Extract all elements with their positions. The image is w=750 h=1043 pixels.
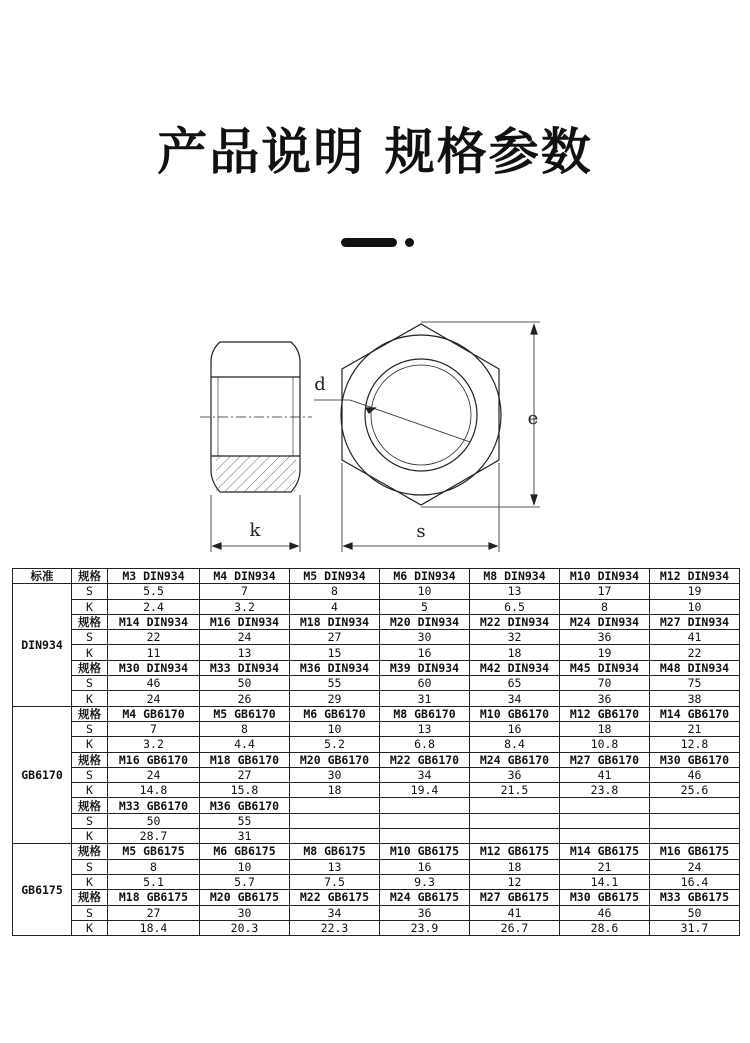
table-cell [380, 829, 470, 844]
table-cell: 19 [560, 645, 650, 660]
table-cell: 17 [560, 584, 650, 599]
table-cell: M5 GB6170 [200, 706, 290, 721]
table-cell: 16 [380, 859, 470, 874]
row-label-s: S [72, 767, 108, 782]
table-cell: M27 DIN934 [650, 614, 740, 629]
table-cell: 16.4 [650, 874, 740, 889]
table-cell: M14 GB6175 [560, 844, 650, 859]
table-cell: M12 GB6170 [560, 706, 650, 721]
label-s: s [416, 521, 426, 542]
table-cell: 55 [200, 813, 290, 828]
title-divider-dot [405, 238, 414, 247]
table-cell: M22 DIN934 [470, 614, 560, 629]
table-cell: M20 DIN934 [380, 614, 470, 629]
table-cell [290, 798, 380, 813]
table-cell: 23.9 [380, 920, 470, 935]
row-label-k: K [72, 645, 108, 660]
table-cell: 22.3 [290, 920, 380, 935]
table-cell: 24 [108, 691, 200, 706]
table-cell: 31 [200, 829, 290, 844]
label-d: d [314, 374, 326, 395]
table-cell: 27 [108, 905, 200, 920]
table-cell: M10 GB6170 [470, 706, 560, 721]
table-cell: 21.5 [470, 783, 560, 798]
table-cell: 5.2 [290, 737, 380, 752]
table-cell [290, 813, 380, 828]
table-cell [560, 813, 650, 828]
table-cell: 31.7 [650, 920, 740, 935]
table-cell [560, 829, 650, 844]
table-cell [470, 829, 560, 844]
table-cell: 29 [290, 691, 380, 706]
table-cell: 8 [200, 721, 290, 736]
row-label-s: S [72, 721, 108, 736]
table-cell: 12 [470, 874, 560, 889]
table-cell: M16 GB6170 [108, 752, 200, 767]
table-row [13, 660, 740, 675]
table-row [13, 737, 740, 752]
table-cell: 36 [560, 691, 650, 706]
page-title: 产品说明 规格参数 [157, 123, 593, 181]
table-row [13, 767, 740, 782]
table-row [13, 798, 740, 813]
table-cell: M5 GB6175 [108, 844, 200, 859]
table-cell: M45 DIN934 [560, 660, 650, 675]
row-label-k: K [72, 599, 108, 614]
table-cell: M16 DIN934 [200, 614, 290, 629]
table-cell: 7.5 [290, 874, 380, 889]
table-cell: M18 DIN934 [290, 614, 380, 629]
table-cell: 7 [108, 721, 200, 736]
table-cell: 18 [470, 859, 560, 874]
front-view [314, 322, 540, 552]
table-cell: 13 [290, 859, 380, 874]
table-cell: 5.5 [108, 584, 200, 599]
table-cell: 9.3 [380, 874, 470, 889]
table-cell: M6 GB6170 [290, 706, 380, 721]
row-label-s: S [72, 813, 108, 828]
header-standard: 标准 [13, 569, 72, 584]
table-cell: M33 DIN934 [200, 660, 290, 675]
table-cell: M30 GB6170 [650, 752, 740, 767]
table-cell: 13 [380, 721, 470, 736]
table-row [13, 721, 740, 736]
table-cell [470, 798, 560, 813]
row-label-s: S [72, 905, 108, 920]
table-cell: 8.4 [470, 737, 560, 752]
table-cell: 15.8 [200, 783, 290, 798]
table-cell: 28.6 [560, 920, 650, 935]
table-cell: 18.4 [108, 920, 200, 935]
table-cell: M14 DIN934 [108, 614, 200, 629]
row-label-k: K [72, 783, 108, 798]
table-cell: 21 [560, 859, 650, 874]
table-cell: M4 GB6170 [108, 706, 200, 721]
standard-cell: GB6170 [13, 706, 72, 844]
table-cell: M39 DIN934 [380, 660, 470, 675]
table-cell: 22 [650, 645, 740, 660]
table-cell: M6 DIN934 [380, 569, 470, 584]
table-cell: 7 [200, 584, 290, 599]
table-cell: M20 GB6175 [200, 890, 290, 905]
table-cell: M36 GB6170 [200, 798, 290, 813]
table-cell: M18 GB6175 [108, 890, 200, 905]
table-row [13, 859, 740, 874]
table-row [13, 630, 740, 645]
table-cell: 50 [200, 676, 290, 691]
table-cell: 10 [200, 859, 290, 874]
table-row [13, 890, 740, 905]
table-cell: M4 DIN934 [200, 569, 290, 584]
table-row [13, 599, 740, 614]
table-row [13, 614, 740, 629]
table-cell [290, 829, 380, 844]
table-cell: 20.3 [200, 920, 290, 935]
row-label-spec: 规格 [72, 752, 108, 767]
table-row [13, 752, 740, 767]
table-cell [380, 813, 470, 828]
row-label-k: K [72, 737, 108, 752]
table-cell: 36 [560, 630, 650, 645]
table-cell: 5.7 [200, 874, 290, 889]
table-row [13, 844, 740, 859]
table-cell: M36 DIN934 [290, 660, 380, 675]
table-cell: 70 [560, 676, 650, 691]
label-k: k [249, 520, 261, 541]
table-cell: 13 [470, 584, 560, 599]
table-cell: M30 GB6175 [560, 890, 650, 905]
row-label-s: S [72, 859, 108, 874]
table-cell: 8 [290, 584, 380, 599]
table-row [13, 813, 740, 828]
table-cell: M33 GB6175 [650, 890, 740, 905]
table-cell: 41 [650, 630, 740, 645]
table-cell: 18 [560, 721, 650, 736]
table-cell: 13 [200, 645, 290, 660]
table-cell: M8 GB6175 [290, 844, 380, 859]
table-cell: 30 [290, 767, 380, 782]
row-label-k: K [72, 920, 108, 935]
row-label-spec: 规格 [72, 844, 108, 859]
label-e: e [527, 408, 539, 429]
table-cell: 10.8 [560, 737, 650, 752]
table-cell: M10 GB6175 [380, 844, 470, 859]
table-cell: 24 [200, 630, 290, 645]
table-cell: 8 [108, 859, 200, 874]
row-label-s: S [72, 630, 108, 645]
table-cell: M48 DIN934 [650, 660, 740, 675]
table-cell: 38 [650, 691, 740, 706]
table-cell: 6.5 [470, 599, 560, 614]
table-cell: 19.4 [380, 783, 470, 798]
table-row [13, 829, 740, 844]
table-cell: M12 GB6175 [470, 844, 560, 859]
table-cell: 10 [380, 584, 470, 599]
table-cell: 50 [650, 905, 740, 920]
table-cell: 25.6 [650, 783, 740, 798]
table-cell: M24 GB6175 [380, 890, 470, 905]
row-label-spec: 规格 [72, 660, 108, 675]
table-cell: M42 DIN934 [470, 660, 560, 675]
table-cell: M3 DIN934 [108, 569, 200, 584]
table-cell: M22 GB6175 [290, 890, 380, 905]
table-row [13, 584, 740, 599]
table-cell [560, 798, 650, 813]
table-cell: 55 [290, 676, 380, 691]
row-label-k: K [72, 829, 108, 844]
table-cell: 28.7 [108, 829, 200, 844]
table-cell: 11 [108, 645, 200, 660]
table-row [13, 676, 740, 691]
table-cell: 50 [108, 813, 200, 828]
row-label-spec: 规格 [72, 706, 108, 721]
table-cell: 10 [290, 721, 380, 736]
table-cell: 26 [200, 691, 290, 706]
table-cell: M27 GB6170 [560, 752, 650, 767]
row-label-k: K [72, 874, 108, 889]
table-cell [470, 813, 560, 828]
table-cell: 16 [470, 721, 560, 736]
table-cell: M24 GB6170 [470, 752, 560, 767]
table-cell: 34 [290, 905, 380, 920]
table-cell: 75 [650, 676, 740, 691]
table-cell: 60 [380, 676, 470, 691]
table-row [13, 905, 740, 920]
row-label-s: S [72, 584, 108, 599]
table-cell: 24 [108, 767, 200, 782]
row-label-spec: 规格 [72, 614, 108, 629]
table-row [13, 691, 740, 706]
table-cell: 12.8 [650, 737, 740, 752]
row-label-s: S [72, 676, 108, 691]
table-cell: M18 GB6170 [200, 752, 290, 767]
table-cell: 30 [380, 630, 470, 645]
table-cell: 5.1 [108, 874, 200, 889]
table-cell: 2.4 [108, 599, 200, 614]
table-cell: 24 [650, 859, 740, 874]
table-cell: 15 [290, 645, 380, 660]
table-cell: 27 [290, 630, 380, 645]
table-cell: M33 GB6170 [108, 798, 200, 813]
table-cell: M16 GB6175 [650, 844, 740, 859]
hex-nut-diagram [0, 320, 750, 560]
table-cell: 8 [560, 599, 650, 614]
table-cell: 26.7 [470, 920, 560, 935]
table-cell: 34 [470, 691, 560, 706]
table-cell: 30 [200, 905, 290, 920]
table-cell: 36 [380, 905, 470, 920]
table-cell: 5 [380, 599, 470, 614]
table-cell: 31 [380, 691, 470, 706]
table-cell: 3.2 [200, 599, 290, 614]
table-row [13, 920, 740, 935]
table-row [13, 874, 740, 889]
table-row [13, 783, 740, 798]
table-cell: M27 GB6175 [470, 890, 560, 905]
table-header-row [13, 569, 740, 584]
table-cell: 36 [470, 767, 560, 782]
table-cell: 16 [380, 645, 470, 660]
table-cell: 14.8 [108, 783, 200, 798]
table-cell: M20 GB6170 [290, 752, 380, 767]
table-cell: 22 [108, 630, 200, 645]
header-spec: 规格 [72, 569, 108, 584]
table-cell: 27 [200, 767, 290, 782]
table-cell: M8 GB6170 [380, 706, 470, 721]
table-cell: M8 DIN934 [470, 569, 560, 584]
table-cell: 14.1 [560, 874, 650, 889]
table-cell: 18 [470, 645, 560, 660]
table-cell: 34 [380, 767, 470, 782]
table-cell: 46 [560, 905, 650, 920]
row-label-spec: 规格 [72, 798, 108, 813]
table-cell: M5 DIN934 [290, 569, 380, 584]
table-cell: 46 [650, 767, 740, 782]
table-cell: M14 GB6170 [650, 706, 740, 721]
table-cell: 32 [470, 630, 560, 645]
table-cell: M12 DIN934 [650, 569, 740, 584]
table-cell: 18 [290, 783, 380, 798]
table-cell: M10 DIN934 [560, 569, 650, 584]
table-cell: 23.8 [560, 783, 650, 798]
table-cell: 41 [470, 905, 560, 920]
table-cell: 65 [470, 676, 560, 691]
table-cell: 4 [290, 599, 380, 614]
table-row [13, 645, 740, 660]
table-cell: 41 [560, 767, 650, 782]
table-cell: 19 [650, 584, 740, 599]
table-cell [380, 798, 470, 813]
spec-table [12, 568, 740, 936]
table-cell: 3.2 [108, 737, 200, 752]
table-cell: 4.4 [200, 737, 290, 752]
table-cell: M24 DIN934 [560, 614, 650, 629]
title-divider-bar [341, 238, 397, 247]
row-label-spec: 规格 [72, 890, 108, 905]
table-cell: 6.8 [380, 737, 470, 752]
table-cell: 21 [650, 721, 740, 736]
standard-cell: GB6175 [13, 844, 72, 936]
table-cell: 46 [108, 676, 200, 691]
table-cell [650, 829, 740, 844]
table-cell: 10 [650, 599, 740, 614]
row-label-k: K [72, 691, 108, 706]
table-cell: M6 GB6175 [200, 844, 290, 859]
table-cell: M30 DIN934 [108, 660, 200, 675]
table-cell: M22 GB6170 [380, 752, 470, 767]
table-cell [650, 813, 740, 828]
standard-cell: DIN934 [13, 584, 72, 706]
table-row [13, 706, 740, 721]
table-cell [650, 798, 740, 813]
